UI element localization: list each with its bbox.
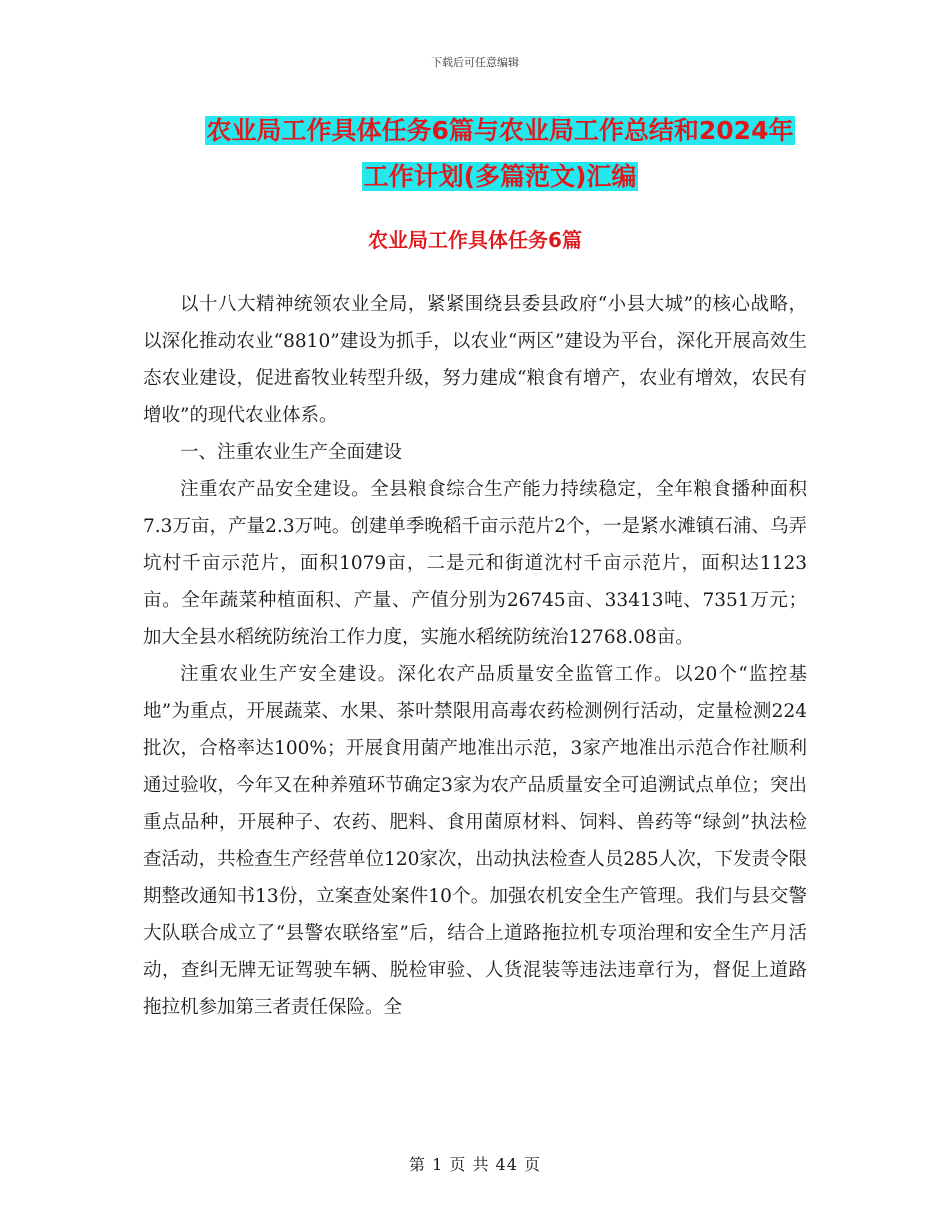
- title-line-1: 农业局工作具体任务6篇与农业局工作总结和2024年: [206, 116, 794, 145]
- body-text: [143, 286, 807, 1026]
- section-title: 农业局工作具体任务6篇: [368, 228, 582, 252]
- header-note: 下载后可任意编辑: [431, 56, 519, 69]
- document-title: [140, 108, 860, 200]
- paragraph-production-safety: 注重农业生产安全建设。深化农产品质量安全监管工作。以20个“监控基地”为重点，开展蔬菜、水果、茶叶禁限用高毒农药检测例行活动，定量检测224批次，合格率达100%；开展食用菌产地准出示范，3家产地准出示范合作社顺利通过验收，今年又在种养殖环节确定3家为农产品质量安全可追溯试点单位；突出重点品种，开展种子、农药、肥料、食用菌原材料、饲料、兽药等“绿剑”执法检查活动，共检查生产经营单位120家次，出动执法检查人员285人次，下发责令限期整改通知书13份，立案查处案件10个。加强农机安全生产管理。我们与县交警大队联合成立了“县警农联络室”后，结合上道路拖拉机专项治理和安全生产月活动，查纠无牌无证驾驶车辆、脱检审验、人货混装等违法违章行为，督促上道路拖拉机参加第三者责任保险。全: [143, 664, 807, 1018]
- paragraph-product-safety: 注重农产品安全建设。全县粮食综合生产能力持续稳定，全年粮食播种面积7.3万亩，产量2.3万吨。创建单季晚稻千亩示范片2个，一是紧水滩镇石浦、乌弄坑村千亩示范片，面积1079亩，二是元和街道沈村千亩示范片，面积达1123亩。全年蔬菜种植面积、产量、产值分别为26745亩、33413吨、7351万元；加大全县水稻统防统治工作力度，实施水稻统防统治12768.08亩。: [143, 479, 807, 648]
- title-line-2: 工作计划(多篇范文)汇编: [363, 162, 637, 191]
- paragraph-intro: 以十八大精神统领农业全局，紧紧围绕县委县政府“小县大城”的核心战略，以深化推动农业“8810”建设为抓手，以农业“两区”建设为平台，深化开展高效生态农业建设，促进畜牧业转型升级，努力建成“粮食有增产，农业有增效，农民有增收”的现代农业体系。: [143, 294, 807, 426]
- page-footer: 第 1 页 共 44 页: [409, 1155, 541, 1174]
- paragraph-heading: 一、注重农业生产全面建设: [180, 442, 403, 463]
